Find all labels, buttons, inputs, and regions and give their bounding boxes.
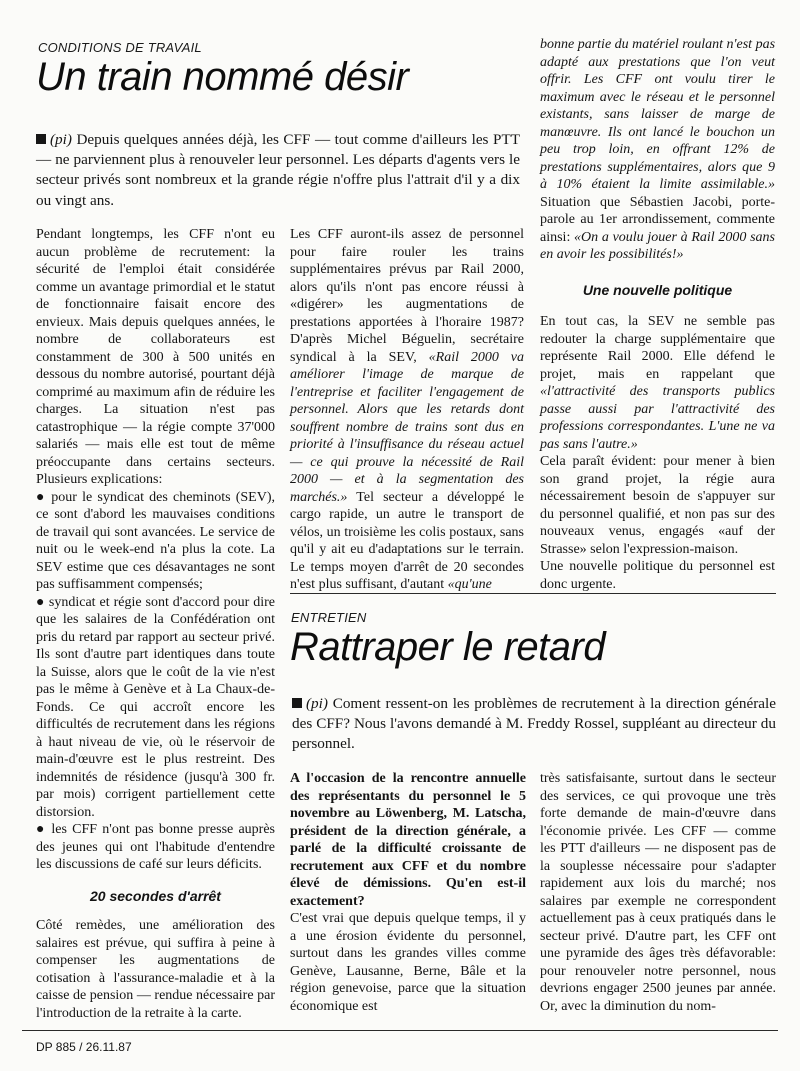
footer-issue: DP 885 / 26.11.87 [36, 1040, 132, 1054]
square-bullet-icon [292, 698, 302, 708]
bullet-dot-icon: ● [36, 594, 49, 610]
subheading: Une nouvelle politique [582, 281, 733, 298]
article1-kicker: CONDITIONS DE TRAVAIL [38, 40, 202, 55]
paragraph: Une nouvelle politique du personnel est donc urgente. [540, 559, 775, 592]
quote: «Rail 2000 va améliorer l'image de marque de l'entreprise et faciliter l'engagement de personnel. Alors que les retards dont souffrent nombre de trains sont dus en priorité à l'insuffisance du réseau actuel — ce qui prouve la nécessité de Rail 2000 — et à la segmentation des marchés.» [290, 349, 524, 505]
interview-question: A l'occasion de la rencontre annuelle des représentants du personnel le 5 novembre au Löwenberg, M. Latscha, président de la direction générale, a parlé de la difficulté croissante de recrutement aux CFF et du nombre élevé de démissions. Qu'en est-il exactement? [290, 771, 526, 909]
article1-column-2 [290, 226, 524, 594]
article1-headline: Un train nommé désir [36, 55, 409, 99]
lead-author: (pi) [50, 131, 72, 148]
paragraph: Côté remèdes, une amélioration des salaires est prévue, qui suffira à peine à compenser les augmentations de cotisation à l'assurance-maladie et à la caisse de pension — rendue nécessaire par l'introduction de la retraite à la carte. [36, 918, 275, 1021]
footer-rule [22, 1030, 778, 1031]
bullet-item: ● syndicat et régie sont d'accord pour dire que les salaires de la Confédération ont pris du retard par rapport au secteur privé. Ils sont d'autre part identiques dans toute la Suisse, alors que le coût de la vie n'est pas le même à Genève et à La Chaux-de-Fonds. Ce qui accroît encore les difficultés de recrutement dans les régions à haut niveau de vie, où le réservoir de main-d'œuvre est le plus restreint. Des indemnités de résidence (jusqu'à 300 fr. par mois) corrigent partiellement cette distorsion. [36, 594, 275, 820]
lead-author: (pi) [306, 695, 328, 712]
article2-lead [292, 694, 776, 755]
article2-kicker: ENTRETIEN [291, 610, 367, 625]
paragraph: Les CFF auront-ils assez de personnel pour faire rouler les trains supplémentaires prévus par Rail 2000, alors qu'ils n'ont pas encore réussi à «digérer» les augmentations de prestations apportées à l'horaire 1987? D'après Michel Béguelin, secrétaire syndical à la SEV, «Rail 2000 va améliorer l'image de marque de l'entreprise et faciliter l'engagement de personnel. Alors que les retards dont souffrent nombre de trains sont dus en priorité à l'insuffisance du réseau actuel — ce qui prouve la nécessité de Rail 2000 — et à la segmentation des marchés.» Tel secteur a développé le cargo rapide, un autre le transport de vélos, un troisième les colis postaux, sans qu'il y ait eu d'adaptations sur le terrain. Le temps moyen d'arrêt de 20 secondes n'est plus suffisant, d'autant «qu'une [290, 227, 524, 592]
article2-column-2 [540, 770, 776, 1015]
lead-text: Depuis quelques années déjà, les CFF — tout comme d'ailleurs les PTT — ne parviennent plus à renouveler leur personnel. Les départs d'agents vers le secteur privés sont nombreux et la grande régie n'offre plus l'attrait d'il y a dix ou vingt ans. [36, 131, 520, 209]
paragraph: très satisfaisante, surtout dans le secteur des services, ce qui provoque une très forte demande de main-d'œuvre dans l'économie privée. Les CFF — comme les PTT d'ailleurs — ne disposent pas de la souplesse nécessaire pour s'adapter rapidement aux lois du marché; nos salaires par exemple ne correspondent actuellement pas à ceux pratiqués dans le secteur privé. D'autre part, les CFF ont une pyramide des âges très défavorable: pour renouveler notre personnel, nous devrions engager 2500 jeunes par année. Or, avec la diminution du nom- [540, 771, 776, 1014]
article1-column-1 [36, 226, 275, 1022]
article1-column-3 [540, 36, 775, 593]
quote: «qu'une [447, 577, 492, 592]
paragraph: Cela paraît évident: pour mener à bien son grand projet, la régie aura nécessairement besoin de s'appuyer sur du personnel qualifié, et non pas sur des nouveaux venus, engagés «auf der Strasse» selon l'expression-maison. [540, 454, 775, 557]
quote: «l'attractivité des transports publics passe aussi par l'attractivité des professions correspondantes. L'une ne va pas sans l'autre.» [540, 384, 775, 452]
paragraph: En tout cas, la SEV ne semble pas redouter la charge supplémentaire que représente Rail 2000. Elle défend le projet, mais en rappelant que «l'attractivité des transports publics passe aussi par l'attractivité des professions correspondantes. L'une ne va pas sans l'autre.» [540, 314, 775, 452]
bullet-dot-icon: ● [36, 489, 52, 505]
paragraph: Pendant longtemps, les CFF n'ont eu aucun problème de recrutement: la sécurité de l'emploi était considérée comme un avantage primordial et le statut de fonctionnaire faisait encore des envieux. Mais depuis quelques années, le nombre de collaborateurs est constamment de 300 à 500 unités en dessous du nombre autorisé, pourtant déjà comprimé au maximum afin de réduire les charges. La situation n'est pas catastrophique — la régie compte 37'000 salariés — mais elle est tout de même préoccupante dans certains secteurs. Plusieurs explications: [36, 227, 275, 487]
divider [290, 593, 776, 594]
bullet-item: ● les CFF n'ont pas bonne presse auprès des jeunes qui ont l'habitude d'entendre les discussions de café sur leurs déficits. [36, 822, 275, 872]
subheading: 20 secondes d'arrêt [90, 887, 221, 904]
quote: «On a voulu jouer à Rail 2000 sans en avoir les possibilités!» [540, 229, 775, 262]
quote: bonne partie du matériel roulant n'est pas adapté aux prestations que l'on veut offrir. Les CFF ont voulu tirer le maximum avec le réseau et le personnel existants, sans laisser de marge de manœuvre. Ils ont lancé le bouchon un peu trop loin, en offrant 12% de prestations supplémentaires, alors que 9 à 10% étaient la limite assimilable.» [540, 37, 776, 192]
bullet-item: ● pour le syndicat des cheminots (SEV), ce sont d'abord les mauvaises conditions de travail qui sont avancées. Le service de nuit ou le week-end n'a plus la cote. La SEV estime que ces désavantages ne sont pas suffisamment compensés; [36, 489, 275, 592]
paragraph: C'est vrai que depuis quelque temps, il y a une érosion évidente du personnel, surtout dans les grandes villes comme Genève, Lausanne, Berne, Bâle et la région genevoise, parce que la situation économique est [290, 911, 526, 1014]
paragraph: bonne partie du matériel roulant n'est pas adapté aux prestations que l'on veut offrir. Les CFF ont voulu tirer le maximum avec le réseau et le personnel existants, sans laisser de marge de manœuvre. Ils ont lancé le bouchon un peu trop loin, en offrant 12% de prestations supplémentaires, alors que 9 à 10% étaient la limite assimilable.» Situation que Sébastien Jacobi, porte-parole au 1er arrondissement, commente ainsi: «On a voulu jouer à Rail 2000 sans en avoir les possibilités!» [540, 37, 776, 262]
article2-column-1 [290, 770, 526, 1015]
square-bullet-icon [36, 134, 46, 144]
article1-lead [36, 130, 520, 211]
article2-headline: Rattraper le retard [290, 625, 606, 669]
lead-text: Coment ressent-on les problèmes de recrutement à la direction générale des CFF? Nous l'avons demandé à M. Freddy Rossel, suppléant au directeur du personnel. [292, 695, 777, 753]
bullet-dot-icon: ● [36, 822, 52, 837]
